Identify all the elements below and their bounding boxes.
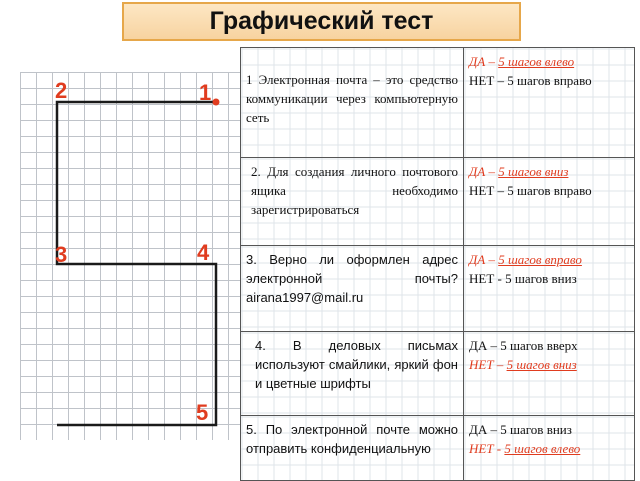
point-label-4: 4: [197, 240, 210, 265]
answer-no: [469, 355, 629, 374]
answer-yes: [469, 250, 629, 269]
answer-yes-steps: 5 шагов вниз: [500, 422, 572, 437]
drawing-path: [57, 102, 216, 425]
answer-no-steps: 5 шагов вниз: [505, 271, 577, 286]
answer-yes-steps: 5 шагов вниз: [498, 164, 569, 179]
question-text: 1 Электронная почта – это средство коммуникации через компьютерную сеть: [246, 72, 458, 125]
question-cell: [241, 158, 464, 246]
point-label-5: 5: [196, 400, 209, 425]
question-cell: [241, 332, 464, 416]
answer-yes: [469, 52, 629, 71]
answer-no: [469, 439, 629, 458]
answer-cell: [464, 416, 635, 481]
point-label-2: 2: [55, 78, 68, 103]
answer-yes-prefix: ДА –: [469, 338, 501, 353]
table-row: [241, 246, 635, 332]
table-row: [241, 416, 635, 481]
answer-yes-steps: 5 шагов влево: [498, 54, 575, 69]
answer-cell: [464, 332, 635, 416]
answer-yes-steps: 5 шагов вверх: [500, 338, 578, 353]
answer-no: [469, 269, 629, 288]
answer-cell: [464, 246, 635, 332]
answer-no-steps: 5 шагов вниз: [506, 357, 577, 372]
answer-yes-steps: 5 шагов вправо: [498, 252, 582, 267]
table-row: [241, 48, 635, 158]
answer-yes-prefix: ДА –: [469, 164, 499, 179]
table-row: [241, 158, 635, 246]
answer-yes: [469, 336, 629, 355]
answer-yes-prefix: ДА –: [469, 54, 499, 69]
answer-yes-prefix: ДА –: [469, 422, 501, 437]
answer-cell: [464, 48, 635, 158]
question-cell: [241, 246, 464, 332]
answer-no: [469, 181, 629, 200]
question-cell: [241, 48, 464, 158]
answer-yes: [469, 162, 629, 181]
question-text: 5. По электронной почте можно отправить конфиденциальную: [246, 422, 458, 456]
start-dot: [213, 99, 220, 106]
answer-no-steps: 5 шагов вправо: [507, 183, 592, 198]
table-row: [241, 332, 635, 416]
answer-cell: [464, 158, 635, 246]
point-label-3: 3: [55, 242, 68, 267]
answer-no-steps: 5 шагов вправо: [507, 73, 592, 88]
point-label-1: 1: [199, 80, 212, 105]
question-cell: [241, 416, 464, 481]
question-text: 2. Для создания личного почтового ящика необходимо зарегистрироваться: [251, 164, 458, 217]
questions-table: [240, 47, 635, 481]
answer-no-prefix: НЕТ –: [469, 357, 507, 372]
question-text: 4. В деловых письмах используют смайлики, яркий фон и цветные шрифты: [255, 338, 458, 391]
answer-no-prefix: НЕТ –: [469, 183, 508, 198]
answer-yes: [469, 420, 629, 439]
question-text: 3. Верно ли оформлен адрес электронной почты? airana1997@mail.ru: [246, 252, 458, 305]
answer-no: [469, 71, 629, 90]
answer-yes-prefix: ДА –: [469, 252, 499, 267]
answer-no-prefix: НЕТ –: [469, 73, 508, 88]
answer-no-steps: 5 шагов влево: [504, 441, 581, 456]
page-title: Графический тест: [209, 7, 434, 35]
answer-no-prefix: НЕТ -: [469, 441, 505, 456]
answer-no-prefix: НЕТ -: [469, 271, 506, 286]
